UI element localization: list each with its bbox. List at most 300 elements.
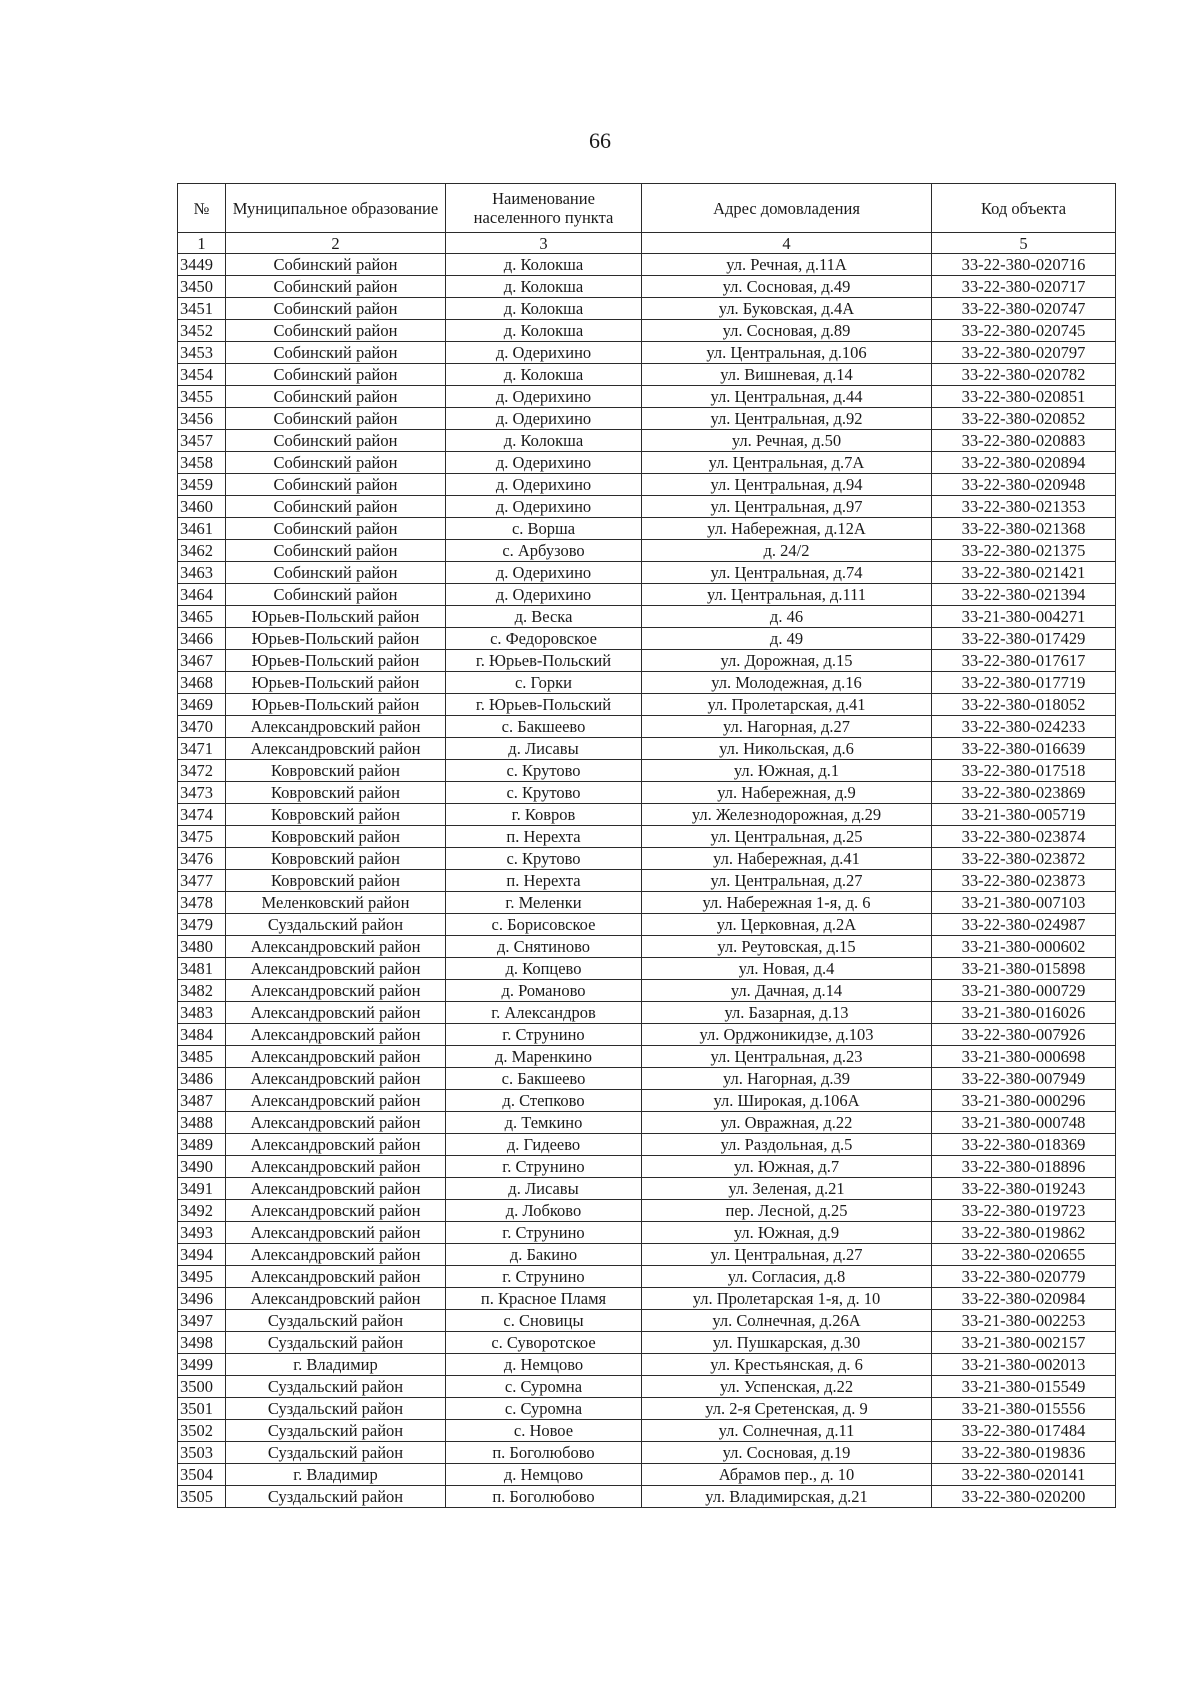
- cell-municipality: Суздальский район: [226, 1332, 446, 1354]
- cell-object-code: 33-22-380-020948: [932, 474, 1116, 496]
- cell-municipality: Суздальский район: [226, 1486, 446, 1508]
- cell-number: 3497: [178, 1310, 226, 1332]
- cell-municipality: Александровский район: [226, 1244, 446, 1266]
- cell-number: 3481: [178, 958, 226, 980]
- cell-address: ул. Пушкарская, д.30: [642, 1332, 932, 1354]
- column-number: 3: [446, 233, 642, 254]
- cell-settlement: д. Романово: [446, 980, 642, 1002]
- cell-object-code: 33-21-380-002157: [932, 1332, 1116, 1354]
- cell-address: Абрамов пер., д. 10: [642, 1464, 932, 1486]
- cell-settlement: г. Ковров: [446, 804, 642, 826]
- cell-address: ул. Пролетарская 1-я, д. 10: [642, 1288, 932, 1310]
- cell-object-code: 33-22-380-020141: [932, 1464, 1116, 1486]
- cell-number: 3476: [178, 848, 226, 870]
- table-row: [178, 914, 1116, 936]
- table-row: [178, 1002, 1116, 1024]
- cell-address: ул. Овражная, д.22: [642, 1112, 932, 1134]
- cell-number: 3469: [178, 694, 226, 716]
- cell-number: 3475: [178, 826, 226, 848]
- cell-object-code: 33-22-380-021375: [932, 540, 1116, 562]
- cell-object-code: 33-22-380-017518: [932, 760, 1116, 782]
- cell-address: ул. Центральная, д.27: [642, 1244, 932, 1266]
- cell-number: 3488: [178, 1112, 226, 1134]
- cell-number: 3484: [178, 1024, 226, 1046]
- cell-municipality: Александровский район: [226, 1068, 446, 1090]
- cell-municipality: Ковровский район: [226, 760, 446, 782]
- table-row: [178, 1420, 1116, 1442]
- cell-address: ул. Центральная, д.92: [642, 408, 932, 430]
- cell-municipality: Александровский район: [226, 1046, 446, 1068]
- cell-object-code: 33-22-380-023874: [932, 826, 1116, 848]
- cell-municipality: Александровский район: [226, 936, 446, 958]
- cell-address: ул. Широкая, д.106А: [642, 1090, 932, 1112]
- cell-number: 3454: [178, 364, 226, 386]
- table-row: [178, 1178, 1116, 1200]
- table-row: [178, 540, 1116, 562]
- table-row: [178, 782, 1116, 804]
- cell-number: 3493: [178, 1222, 226, 1244]
- cell-object-code: 33-22-380-023869: [932, 782, 1116, 804]
- cell-address: ул. Центральная, д.97: [642, 496, 932, 518]
- cell-object-code: 33-22-380-019836: [932, 1442, 1116, 1464]
- cell-object-code: 33-21-380-004271: [932, 606, 1116, 628]
- cell-municipality: Собинский район: [226, 254, 446, 276]
- cell-object-code: 33-22-380-018369: [932, 1134, 1116, 1156]
- cell-number: 3465: [178, 606, 226, 628]
- table-row: [178, 738, 1116, 760]
- cell-settlement: с. Арбузово: [446, 540, 642, 562]
- table-row: [178, 1200, 1116, 1222]
- cell-object-code: 33-21-380-000748: [932, 1112, 1116, 1134]
- cell-municipality: Суздальский район: [226, 1420, 446, 1442]
- cell-municipality: Собинский район: [226, 430, 446, 452]
- table-row: [178, 1112, 1116, 1134]
- table-row: [178, 672, 1116, 694]
- cell-settlement: г. Юрьев-Польский: [446, 694, 642, 716]
- table-row: [178, 936, 1116, 958]
- cell-municipality: Собинский район: [226, 584, 446, 606]
- cell-object-code: 33-22-380-020797: [932, 342, 1116, 364]
- cell-municipality: Александровский район: [226, 738, 446, 760]
- cell-address: ул. Солнечная, д.11: [642, 1420, 932, 1442]
- cell-municipality: Собинский район: [226, 540, 446, 562]
- cell-settlement: д. Бакино: [446, 1244, 642, 1266]
- cell-address: ул. Согласия, д.8: [642, 1266, 932, 1288]
- cell-number: 3466: [178, 628, 226, 650]
- cell-municipality: Александровский район: [226, 1090, 446, 1112]
- cell-settlement: д. Колокша: [446, 320, 642, 342]
- cell-number: 3487: [178, 1090, 226, 1112]
- cell-settlement: п. Нерехта: [446, 870, 642, 892]
- cell-settlement: с. Ворша: [446, 518, 642, 540]
- cell-address: ул. Дорожная, д.15: [642, 650, 932, 672]
- cell-settlement: д. Темкино: [446, 1112, 642, 1134]
- table-row: [178, 804, 1116, 826]
- cell-number: 3480: [178, 936, 226, 958]
- cell-number: 3501: [178, 1398, 226, 1420]
- cell-municipality: Собинский район: [226, 386, 446, 408]
- cell-number: 3450: [178, 276, 226, 298]
- table-row: [178, 1244, 1116, 1266]
- cell-number: 3483: [178, 1002, 226, 1024]
- cell-settlement: с. Федоровское: [446, 628, 642, 650]
- cell-municipality: Собинский район: [226, 408, 446, 430]
- cell-municipality: Суздальский район: [226, 1310, 446, 1332]
- table-row: [178, 1134, 1116, 1156]
- cell-address: ул. Центральная, д.74: [642, 562, 932, 584]
- cell-settlement: д. Маренкино: [446, 1046, 642, 1068]
- cell-address: ул. Центральная, д.7А: [642, 452, 932, 474]
- cell-number: 3479: [178, 914, 226, 936]
- cell-municipality: Собинский район: [226, 452, 446, 474]
- cell-settlement: д. Снятиново: [446, 936, 642, 958]
- cell-address: ул. Центральная, д.25: [642, 826, 932, 848]
- table-row: [178, 606, 1116, 628]
- table-row: [178, 1068, 1116, 1090]
- cell-settlement: с. Борисовское: [446, 914, 642, 936]
- table-row: [178, 628, 1116, 650]
- page-number: 66: [589, 128, 611, 153]
- cell-municipality: Ковровский район: [226, 826, 446, 848]
- table-row: [178, 1046, 1116, 1068]
- cell-number: 3470: [178, 716, 226, 738]
- cell-object-code: 33-22-380-020200: [932, 1486, 1116, 1508]
- cell-address: ул. Железнодорожная, д.29: [642, 804, 932, 826]
- cell-number: 3457: [178, 430, 226, 452]
- table-row: [178, 1090, 1116, 1112]
- cell-address: д. 49: [642, 628, 932, 650]
- cell-object-code: 33-22-380-020745: [932, 320, 1116, 342]
- cell-address: ул. Пролетарская, д.41: [642, 694, 932, 716]
- cell-settlement: с. Крутово: [446, 760, 642, 782]
- cell-object-code: 33-22-380-021394: [932, 584, 1116, 606]
- cell-municipality: Собинский район: [226, 474, 446, 496]
- cell-municipality: Меленковский район: [226, 892, 446, 914]
- cell-address: д. 46: [642, 606, 932, 628]
- table-row: [178, 474, 1116, 496]
- cell-object-code: 33-22-380-020779: [932, 1266, 1116, 1288]
- cell-number: 3455: [178, 386, 226, 408]
- cell-municipality: Александровский район: [226, 716, 446, 738]
- cell-address: ул. Никольская, д.6: [642, 738, 932, 760]
- cell-address: ул. Молодежная, д.16: [642, 672, 932, 694]
- cell-municipality: Александровский район: [226, 1222, 446, 1244]
- cell-settlement: с. Сновицы: [446, 1310, 642, 1332]
- cell-address: ул. Сосновая, д.19: [642, 1442, 932, 1464]
- cell-address: ул. Южная, д.1: [642, 760, 932, 782]
- header-settlement: Наименование населенного пункта: [446, 184, 642, 233]
- header-municipality: Муниципальное образование: [226, 184, 446, 233]
- cell-settlement: д. Колокша: [446, 276, 642, 298]
- table-row: [178, 958, 1116, 980]
- cell-municipality: Александровский район: [226, 958, 446, 980]
- cell-number: 3460: [178, 496, 226, 518]
- cell-object-code: 33-21-380-015898: [932, 958, 1116, 980]
- cell-municipality: Суздальский район: [226, 1398, 446, 1420]
- table-row: [178, 1354, 1116, 1376]
- cell-number: 3464: [178, 584, 226, 606]
- table-row: [178, 1288, 1116, 1310]
- cell-municipality: Александровский район: [226, 1266, 446, 1288]
- cell-settlement: д. Степково: [446, 1090, 642, 1112]
- cell-municipality: г. Владимир: [226, 1354, 446, 1376]
- cell-address: ул. Набережная, д.12А: [642, 518, 932, 540]
- cell-settlement: с. Крутово: [446, 848, 642, 870]
- cell-address: ул. Центральная, д.23: [642, 1046, 932, 1068]
- table-row: [178, 848, 1116, 870]
- cell-address: ул. Новая, д.4: [642, 958, 932, 980]
- cell-number: 3472: [178, 760, 226, 782]
- cell-object-code: 33-22-380-020984: [932, 1288, 1116, 1310]
- cell-object-code: 33-22-380-020851: [932, 386, 1116, 408]
- cell-object-code: 33-22-380-020747: [932, 298, 1116, 320]
- cell-number: 3494: [178, 1244, 226, 1266]
- cell-address: пер. Лесной, д.25: [642, 1200, 932, 1222]
- cell-settlement: д. Лобково: [446, 1200, 642, 1222]
- cell-settlement: с. Суромна: [446, 1398, 642, 1420]
- cell-municipality: Суздальский район: [226, 1442, 446, 1464]
- cell-object-code: 33-22-380-018052: [932, 694, 1116, 716]
- cell-municipality: Александровский район: [226, 1200, 446, 1222]
- table-row: [178, 760, 1116, 782]
- cell-number: 3498: [178, 1332, 226, 1354]
- table-row: [178, 1486, 1116, 1508]
- cell-settlement: с. Горки: [446, 672, 642, 694]
- cell-settlement: с. Крутово: [446, 782, 642, 804]
- table-row: [178, 826, 1116, 848]
- table-row: [178, 980, 1116, 1002]
- cell-number: 3473: [178, 782, 226, 804]
- cell-address: ул. Южная, д.9: [642, 1222, 932, 1244]
- table-row: [178, 1464, 1116, 1486]
- cell-object-code: 33-22-380-019862: [932, 1222, 1116, 1244]
- cell-settlement: с. Суворотское: [446, 1332, 642, 1354]
- cell-municipality: Собинский район: [226, 518, 446, 540]
- cell-address: ул. Центральная, д.94: [642, 474, 932, 496]
- cell-address: ул. Набережная, д.41: [642, 848, 932, 870]
- cell-municipality: Юрьев-Польский район: [226, 628, 446, 650]
- cell-number: 3461: [178, 518, 226, 540]
- cell-object-code: 33-21-380-015549: [932, 1376, 1116, 1398]
- table-row: [178, 1222, 1116, 1244]
- cell-settlement: д. Колокша: [446, 430, 642, 452]
- cell-number: 3452: [178, 320, 226, 342]
- table-row: [178, 870, 1116, 892]
- table-row: [178, 386, 1116, 408]
- column-number: 5: [932, 233, 1116, 254]
- cell-number: 3477: [178, 870, 226, 892]
- cell-settlement: г. Струнино: [446, 1222, 642, 1244]
- cell-municipality: Собинский район: [226, 276, 446, 298]
- cell-address: ул. 2-я Сретенская, д. 9: [642, 1398, 932, 1420]
- table-row: [178, 518, 1116, 540]
- cell-object-code: 33-22-380-020717: [932, 276, 1116, 298]
- cell-municipality: Александровский район: [226, 1134, 446, 1156]
- cell-address: ул. Нагорная, д.27: [642, 716, 932, 738]
- table-row: [178, 694, 1116, 716]
- cell-address: ул. Южная, д.7: [642, 1156, 932, 1178]
- cell-municipality: Суздальский район: [226, 914, 446, 936]
- cell-object-code: 33-22-380-017429: [932, 628, 1116, 650]
- table-row: [178, 1266, 1116, 1288]
- cell-settlement: п. Боголюбово: [446, 1442, 642, 1464]
- cell-address: ул. Зеленая, д.21: [642, 1178, 932, 1200]
- cell-object-code: 33-21-380-000698: [932, 1046, 1116, 1068]
- cell-object-code: 33-21-380-005719: [932, 804, 1116, 826]
- cell-settlement: г. Струнино: [446, 1024, 642, 1046]
- table-row: [178, 650, 1116, 672]
- table-row: [178, 584, 1116, 606]
- table-row: [178, 1024, 1116, 1046]
- cell-object-code: 33-21-380-002253: [932, 1310, 1116, 1332]
- cell-address: ул. Центральная, д.111: [642, 584, 932, 606]
- cell-number: 3502: [178, 1420, 226, 1442]
- cell-settlement: д. Лисавы: [446, 1178, 642, 1200]
- cell-object-code: 33-22-380-017617: [932, 650, 1116, 672]
- cell-number: 3458: [178, 452, 226, 474]
- cell-number: 3482: [178, 980, 226, 1002]
- cell-address: ул. Вишневая, д.14: [642, 364, 932, 386]
- cell-object-code: 33-22-380-017719: [932, 672, 1116, 694]
- cell-address: ул. Крестьянская, д. 6: [642, 1354, 932, 1376]
- cell-municipality: Собинский район: [226, 320, 446, 342]
- cell-object-code: 33-22-380-020883: [932, 430, 1116, 452]
- cell-settlement: д. Веска: [446, 606, 642, 628]
- cell-municipality: Ковровский район: [226, 782, 446, 804]
- cell-number: 3489: [178, 1134, 226, 1156]
- cell-settlement: с. Суромна: [446, 1376, 642, 1398]
- cell-municipality: Юрьев-Польский район: [226, 606, 446, 628]
- cell-object-code: 33-21-380-000602: [932, 936, 1116, 958]
- cell-address: ул. Центральная, д.27: [642, 870, 932, 892]
- cell-number: 3500: [178, 1376, 226, 1398]
- cell-municipality: Собинский район: [226, 298, 446, 320]
- cell-address: ул. Дачная, д.14: [642, 980, 932, 1002]
- cell-number: 3453: [178, 342, 226, 364]
- header-address: Адрес домовладения: [642, 184, 932, 233]
- cell-settlement: д. Одерихино: [446, 474, 642, 496]
- table-row: [178, 430, 1116, 452]
- cell-object-code: 33-22-380-024233: [932, 716, 1116, 738]
- table-row: [178, 452, 1116, 474]
- registry-table: [177, 183, 1116, 1508]
- cell-number: 3492: [178, 1200, 226, 1222]
- cell-settlement: г. Александров: [446, 1002, 642, 1024]
- cell-number: 3490: [178, 1156, 226, 1178]
- cell-settlement: г. Меленки: [446, 892, 642, 914]
- cell-address: д. 24/2: [642, 540, 932, 562]
- cell-municipality: Суздальский район: [226, 1376, 446, 1398]
- table-row: [178, 1442, 1116, 1464]
- cell-number: 3449: [178, 254, 226, 276]
- cell-object-code: 33-22-380-007949: [932, 1068, 1116, 1090]
- cell-settlement: д. Одерихино: [446, 342, 642, 364]
- cell-object-code: 33-21-380-016026: [932, 1002, 1116, 1024]
- table-row: [178, 298, 1116, 320]
- cell-settlement: д. Одерихино: [446, 408, 642, 430]
- table-row: [178, 1376, 1116, 1398]
- cell-number: 3499: [178, 1354, 226, 1376]
- cell-object-code: 33-21-380-007103: [932, 892, 1116, 914]
- cell-object-code: 33-22-380-020894: [932, 452, 1116, 474]
- cell-municipality: Ковровский район: [226, 804, 446, 826]
- cell-number: 3503: [178, 1442, 226, 1464]
- cell-address: ул. Базарная, д.13: [642, 1002, 932, 1024]
- table-row: [178, 1332, 1116, 1354]
- cell-address: ул. Орджоникидзе, д.103: [642, 1024, 932, 1046]
- column-number: 4: [642, 233, 932, 254]
- cell-settlement: г. Струнино: [446, 1266, 642, 1288]
- cell-number: 3474: [178, 804, 226, 826]
- cell-settlement: д. Немцово: [446, 1464, 642, 1486]
- header-row: [178, 184, 1116, 233]
- cell-settlement: с. Бакшеево: [446, 716, 642, 738]
- cell-number: 3462: [178, 540, 226, 562]
- cell-number: 3486: [178, 1068, 226, 1090]
- column-number: 2: [226, 233, 446, 254]
- table-row: [178, 1156, 1116, 1178]
- cell-settlement: д. Гидеево: [446, 1134, 642, 1156]
- cell-number: 3491: [178, 1178, 226, 1200]
- cell-number: 3485: [178, 1046, 226, 1068]
- cell-municipality: Александровский район: [226, 1156, 446, 1178]
- cell-object-code: 33-21-380-015556: [932, 1398, 1116, 1420]
- cell-number: 3495: [178, 1266, 226, 1288]
- cell-object-code: 33-22-380-021353: [932, 496, 1116, 518]
- cell-settlement: д. Колокша: [446, 298, 642, 320]
- table-row: [178, 892, 1116, 914]
- cell-settlement: г. Юрьев-Польский: [446, 650, 642, 672]
- cell-address: ул. Центральная, д.44: [642, 386, 932, 408]
- cell-settlement: п. Боголюбово: [446, 1486, 642, 1508]
- table-row: [178, 562, 1116, 584]
- cell-object-code: 33-22-380-023872: [932, 848, 1116, 870]
- cell-address: ул. Владимирская, д.21: [642, 1486, 932, 1508]
- cell-number: 3478: [178, 892, 226, 914]
- table-row: [178, 1310, 1116, 1332]
- cell-municipality: Александровский район: [226, 980, 446, 1002]
- header-object-code: Код объекта: [932, 184, 1116, 233]
- table-row: [178, 496, 1116, 518]
- cell-municipality: Александровский район: [226, 1024, 446, 1046]
- cell-municipality: Собинский район: [226, 496, 446, 518]
- cell-settlement: с. Новое: [446, 1420, 642, 1442]
- cell-object-code: 33-22-380-017484: [932, 1420, 1116, 1442]
- cell-municipality: Юрьев-Польский район: [226, 672, 446, 694]
- cell-number: 3459: [178, 474, 226, 496]
- cell-municipality: Юрьев-Польский район: [226, 694, 446, 716]
- cell-municipality: Ковровский район: [226, 870, 446, 892]
- cell-object-code: 33-22-380-007926: [932, 1024, 1116, 1046]
- column-number-row: [178, 233, 1116, 254]
- cell-object-code: 33-22-380-020655: [932, 1244, 1116, 1266]
- cell-address: ул. Буковская, д.4А: [642, 298, 932, 320]
- cell-municipality: Собинский район: [226, 342, 446, 364]
- cell-number: 3456: [178, 408, 226, 430]
- cell-settlement: д. Одерихино: [446, 386, 642, 408]
- cell-object-code: 33-22-380-023873: [932, 870, 1116, 892]
- cell-settlement: д. Колокша: [446, 254, 642, 276]
- cell-object-code: 33-21-380-002013: [932, 1354, 1116, 1376]
- cell-municipality: Собинский район: [226, 364, 446, 386]
- cell-settlement: д. Немцово: [446, 1354, 642, 1376]
- cell-object-code: 33-22-380-019723: [932, 1200, 1116, 1222]
- cell-settlement: п. Красное Пламя: [446, 1288, 642, 1310]
- cell-object-code: 33-21-380-000729: [932, 980, 1116, 1002]
- cell-address: ул. Набережная, д.9: [642, 782, 932, 804]
- table-row: [178, 1398, 1116, 1420]
- cell-settlement: д. Лисавы: [446, 738, 642, 760]
